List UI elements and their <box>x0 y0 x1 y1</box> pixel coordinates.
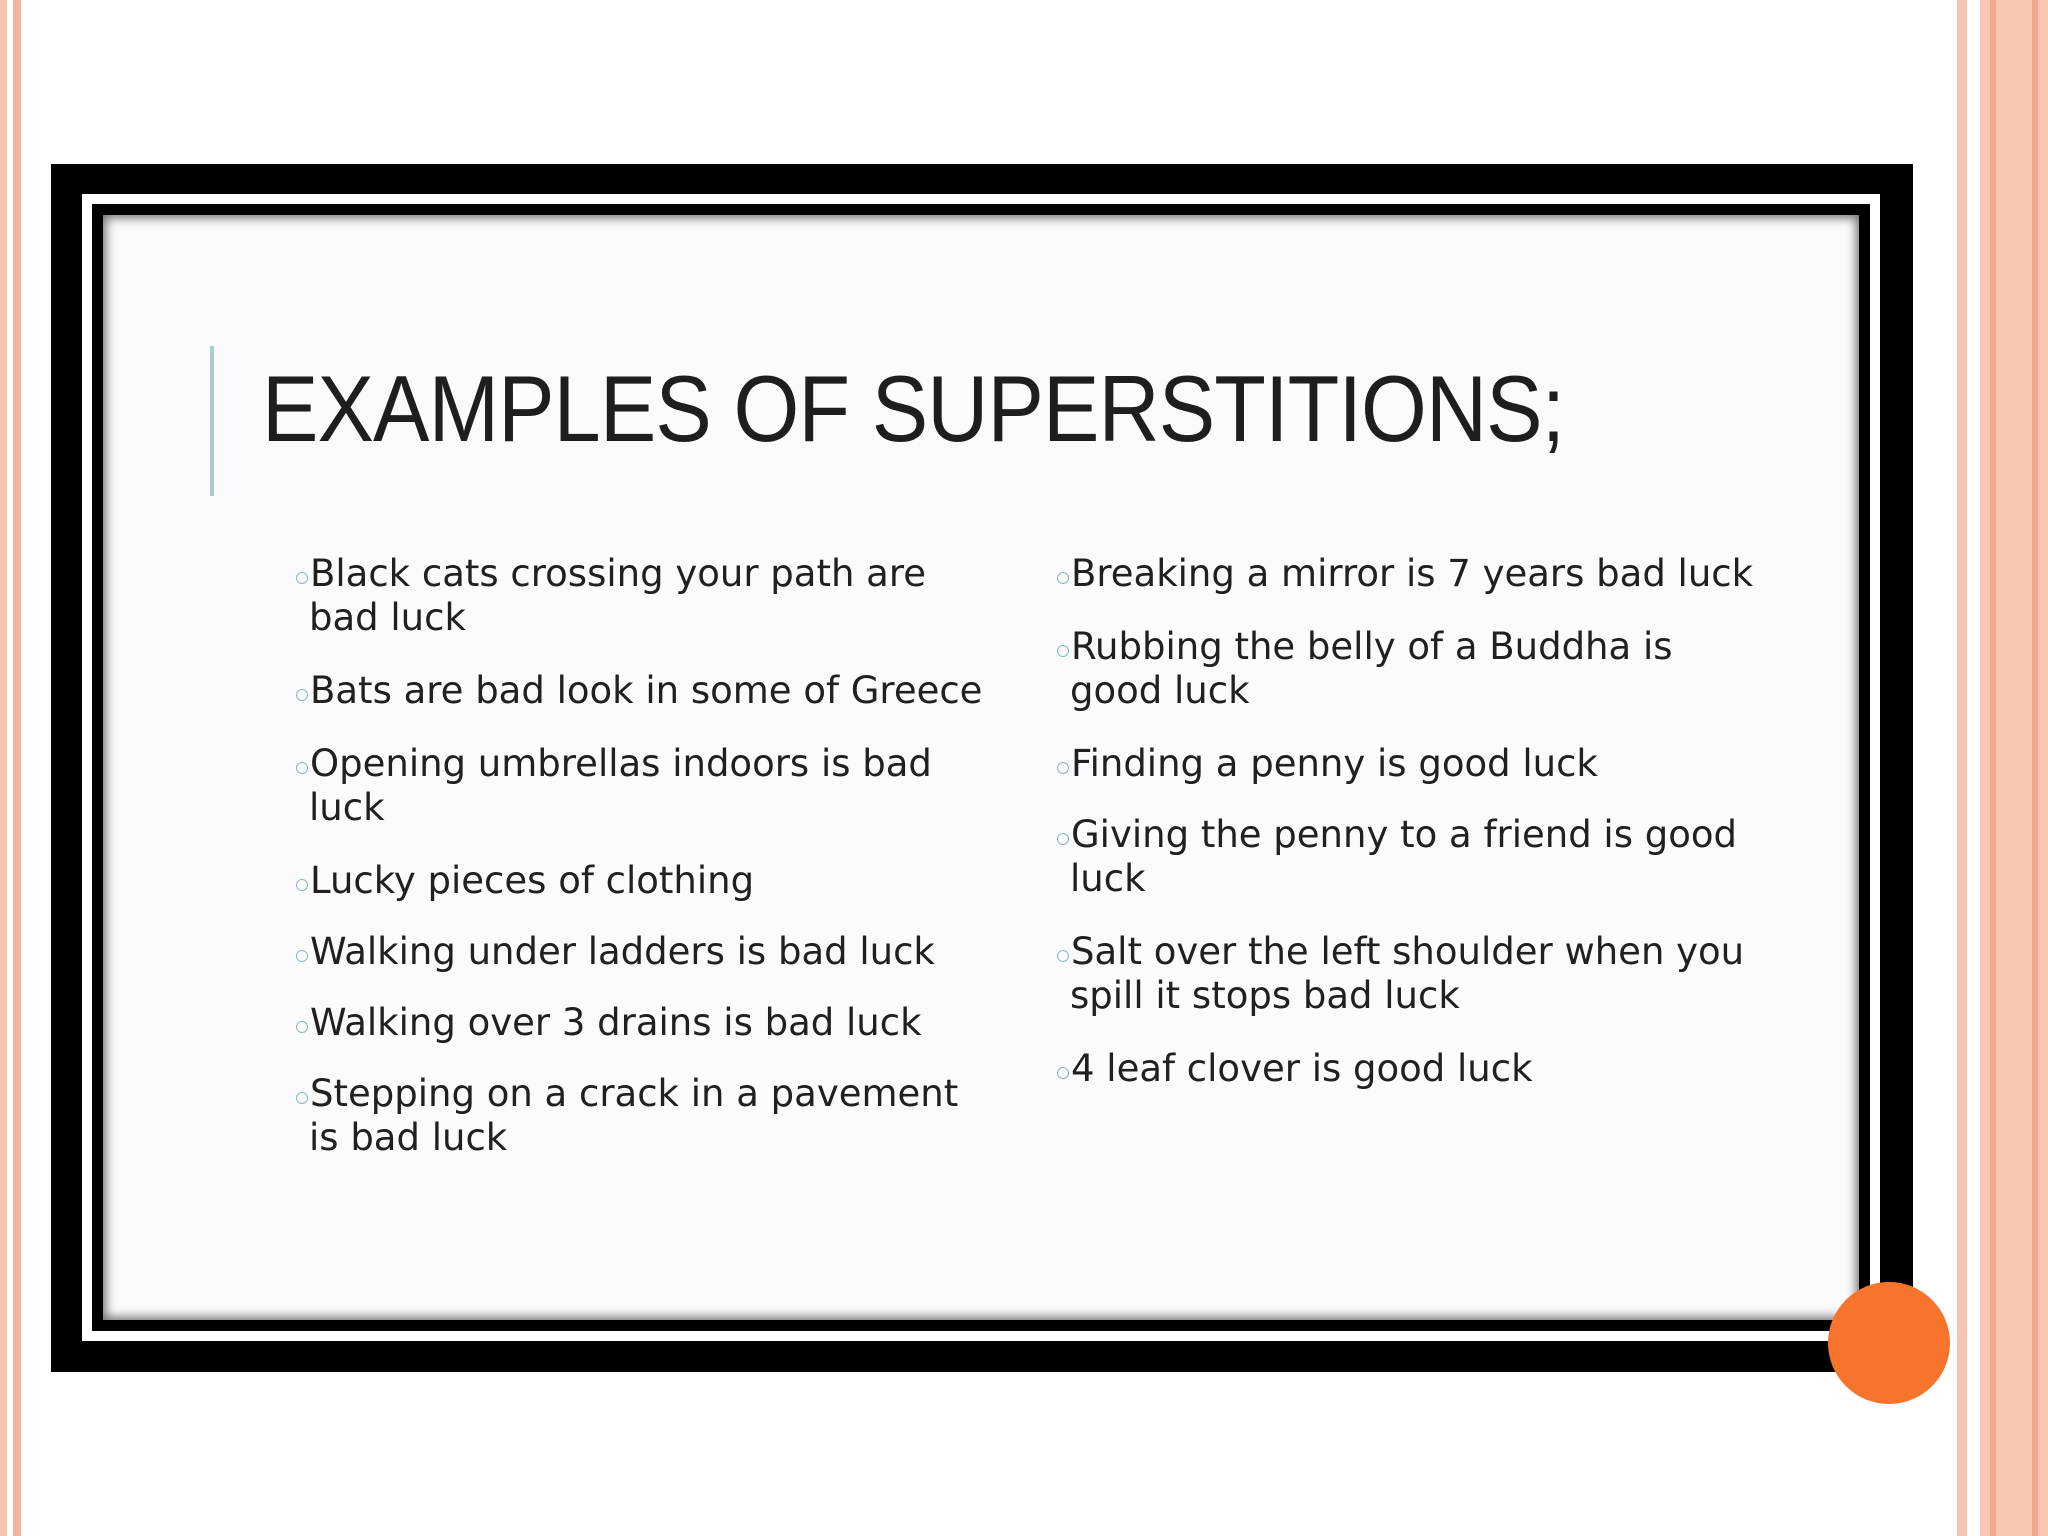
hollow-circle-bullet-icon <box>1057 572 1069 584</box>
list-item <box>296 1001 996 1045</box>
left-bullet-list <box>296 552 996 1189</box>
hollow-circle-bullet-icon <box>296 879 308 891</box>
list-item <box>1057 930 1757 1018</box>
list-item <box>296 552 996 640</box>
list-item-text: Lucky pieces of clothing <box>310 859 755 902</box>
hollow-circle-bullet-icon <box>1057 1067 1069 1079</box>
list-item-text: Breaking a mirror is 7 years bad luck <box>1071 552 1754 595</box>
right-decorative-line-outer <box>2032 0 2038 1536</box>
list-item <box>1057 813 1757 901</box>
slide-title: EXAMPLES OF SUPERSTITIONS; <box>262 356 1565 461</box>
list-item <box>1057 1047 1757 1091</box>
orange-circle-decoration <box>1828 1282 1950 1404</box>
list-item-text: Opening umbrellas indoors is bad luck <box>309 742 932 829</box>
hollow-circle-bullet-icon <box>1057 762 1069 774</box>
hollow-circle-bullet-icon <box>296 689 308 701</box>
hollow-circle-bullet-icon <box>296 1092 308 1104</box>
list-item <box>296 669 996 713</box>
list-item <box>296 1072 996 1160</box>
list-item-text: Stepping on a crack in a pavement is bad luck <box>309 1072 959 1159</box>
right-bullet-list <box>1057 552 1757 1120</box>
list-item <box>296 859 996 903</box>
left-decorative-stripe-inner <box>13 0 21 1536</box>
hollow-circle-bullet-icon <box>296 950 308 962</box>
list-item-text: Rubbing the belly of a Buddha is good luck <box>1070 625 1673 712</box>
list-item-text: Black cats crossing your path are bad luck <box>309 552 927 639</box>
list-item-text: Walking over 3 drains is bad luck <box>310 1001 922 1044</box>
right-decorative-stripe <box>1957 0 1967 1536</box>
list-item-text: 4 leaf clover is good luck <box>1071 1047 1533 1090</box>
right-decorative-line <box>1990 0 1996 1536</box>
hollow-circle-bullet-icon <box>296 1021 308 1033</box>
list-item <box>296 742 996 830</box>
list-item <box>1057 552 1757 596</box>
list-item-text: Finding a penny is good luck <box>1071 742 1598 785</box>
hollow-circle-bullet-icon <box>296 762 308 774</box>
hollow-circle-bullet-icon <box>1057 950 1069 962</box>
list-item-text: Bats are bad look in some of Greece <box>310 669 983 712</box>
list-item-text: Walking under ladders is bad luck <box>310 930 935 973</box>
left-decorative-stripe <box>0 0 7 1536</box>
title-accent-bar <box>210 346 214 496</box>
list-item <box>1057 742 1757 786</box>
list-item <box>1057 625 1757 713</box>
hollow-circle-bullet-icon <box>1057 645 1069 657</box>
list-item-text: Salt over the left shoulder when you spill it stops bad luck <box>1070 930 1745 1017</box>
list-item-text: Giving the penny to a friend is good luck <box>1070 813 1737 900</box>
hollow-circle-bullet-icon <box>1057 833 1069 845</box>
list-item <box>296 930 996 974</box>
hollow-circle-bullet-icon <box>296 572 308 584</box>
